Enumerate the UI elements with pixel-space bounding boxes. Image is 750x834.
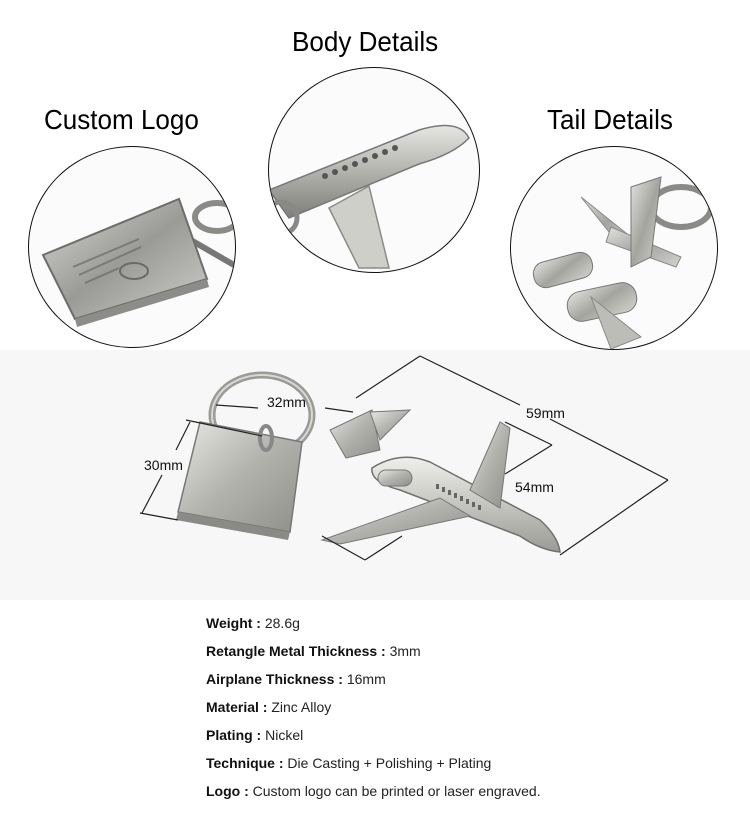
spec-label: Technique : xyxy=(206,755,284,771)
dimension-plane-length: 59mm xyxy=(526,405,565,421)
spec-rectangle-thickness xyxy=(206,640,541,668)
spec-label: Weight : xyxy=(206,615,261,631)
spec-value: Die Casting + Polishing + Plating xyxy=(287,755,492,771)
spec-label: Material : xyxy=(206,699,268,715)
logo-tag-closeup-illustration xyxy=(29,147,235,347)
spec-label: Plating : xyxy=(206,727,262,743)
product-photo-with-dimensions xyxy=(0,350,750,600)
heading-tail-details: Tail Details xyxy=(547,104,673,135)
spec-value: 3mm xyxy=(389,643,421,659)
dimension-wingspan: 54mm xyxy=(515,479,554,495)
dimension-ring-diameter: 32mm xyxy=(267,394,306,410)
custom-logo-detail-image xyxy=(28,146,236,348)
spec-material xyxy=(206,696,541,724)
heading-custom-logo: Custom Logo xyxy=(44,104,199,135)
spec-value: 16mm xyxy=(346,671,386,687)
spec-technique xyxy=(206,752,541,780)
spec-label: Logo : xyxy=(206,783,249,799)
tail-details-image xyxy=(510,146,718,350)
spec-value: Zinc Alloy xyxy=(271,699,332,715)
spec-value: Custom logo can be printed or laser engraved. xyxy=(252,783,541,799)
spec-value: Nickel xyxy=(265,727,304,743)
heading-body-details: Body Details xyxy=(292,26,439,57)
spec-label: Airplane Thickness : xyxy=(206,671,343,687)
dimension-tag-height: 30mm xyxy=(144,457,183,473)
spec-logo xyxy=(206,780,541,808)
spec-airplane-thickness xyxy=(206,668,541,696)
tail-closeup-illustration xyxy=(511,147,717,349)
body-details-image xyxy=(268,67,480,273)
specifications-list xyxy=(206,612,541,808)
spec-value: 28.6g xyxy=(264,615,300,631)
keychain-illustration xyxy=(0,350,750,600)
spec-label: Retangle Metal Thickness : xyxy=(206,643,386,659)
fuselage-closeup-illustration xyxy=(269,68,479,272)
spec-plating xyxy=(206,724,541,752)
spec-weight xyxy=(206,612,541,640)
